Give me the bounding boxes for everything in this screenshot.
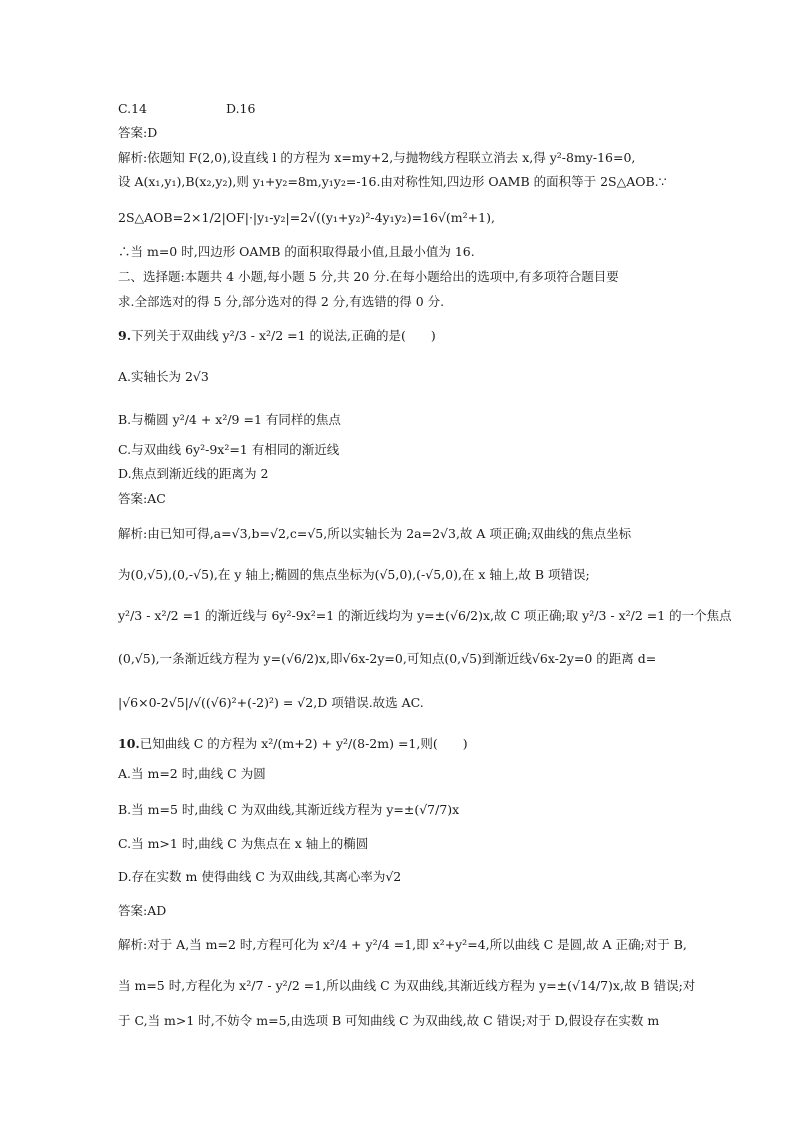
q10-option-b: B.当 m=5 时,曲线 C 为双曲线,其渐近线方程为 y=±(√7/7)x [118, 802, 460, 817]
q9-stem: 下列关于双曲线 y²/3 - x²/2 =1 的说法,正确的是( ) [131, 328, 436, 343]
prev-analysis-line-3: 2S△AOB=2×1/2|OF|·|y₁-y₂|=2√((y₁+y₂)²-4y₁y₂)=16√(m²+1), [118, 210, 495, 225]
q10-stem-row [118, 735, 698, 753]
option-d: D.16 [226, 101, 256, 116]
q9-analysis-line-3: y²/3 - x²/2 =1 的渐近线与 6y²-9x²=1 的渐近线均为 y=±(√6/2)x,故 C 项正确;取 y²/3 - x²/2 =1 的一个焦点 [118, 608, 732, 623]
q9-analysis-line-4: (0,√5),一条渐近线方程为 y=(√6/2)x,即√6x-2y=0,可知点(0,√5)到渐近线√6x-2y=0 的距离 d= [118, 651, 657, 666]
q10-option-a: A.当 m=2 时,曲线 C 为圆 [118, 766, 266, 781]
section-heading-line-2: 求.全部选对的得 5 分,部分选对的得 2 分,有选错的得 0 分. [118, 294, 445, 309]
q9-option-c: C.与双曲线 6y²-9x²=1 有相同的渐近线 [118, 442, 340, 457]
q9-answer: 答案:AC [118, 491, 166, 506]
q10-stem: 已知曲线 C 的方程为 x²/(m+2) + y²/(8-2m) =1,则( ) [139, 736, 468, 751]
q9-stem-row [118, 327, 698, 345]
q9-analysis-line-1: 解析:由已知可得,a=√3,b=√2,c=√5,所以实轴长为 2a=2√3,故 A 项正确;双曲线的焦点坐标 [118, 526, 632, 541]
option-c: C.14 [118, 101, 147, 116]
q10-option-c: C.当 m>1 时,曲线 C 为焦点在 x 轴上的椭圆 [118, 836, 369, 851]
section-heading-line-1: 二、选择题:本题共 4 小题,每小题 5 分,共 20 分.在每小题给出的选项中,有多项符合题目要 [118, 269, 619, 284]
q10-analysis-line-2: 当 m=5 时,方程化为 x²/7 - y²/2 =1,所以曲线 C 为双曲线,其渐近线方程为 y=±(√14/7)x,故 B 错误;对 [118, 978, 696, 993]
prev-analysis-line-4: ∴当 m=0 时,四边形 OAMB 的面积取得最小值,且最小值为 16. [118, 244, 475, 259]
prev-options-row [118, 100, 698, 118]
q9-option-b: B.与椭圆 y²/4 + x²/9 =1 有同样的焦点 [118, 412, 341, 427]
q9-analysis-line-2: 为(0,√5),(0,-√5),在 y 轴上;椭圆的焦点坐标为(√5,0),(-√5,0),在 x 轴上,故 B 项错误; [118, 567, 590, 582]
prev-analysis-line-2: 设 A(x₁,y₁),B(x₂,y₂),则 y₁+y₂=8m,y₁y₂=-16.由对称性知,四边形 OAMB 的面积等于 2S△AOB.∵ [118, 174, 667, 189]
q10-number: 10. [118, 736, 140, 751]
q9-number: 9. [118, 328, 132, 343]
q10-analysis-line-1: 解析:对于 A,当 m=2 时,方程可化为 x²/4 + y²/4 =1,即 x²+y²=4,所以曲线 C 是圆,故 A 正确;对于 B, [118, 937, 687, 952]
q9-option-d: D.焦点到渐近线的距离为 2 [118, 466, 269, 481]
prev-answer: 答案:D [118, 125, 158, 140]
q10-answer: 答案:AD [118, 903, 167, 918]
q10-analysis-line-3: 于 C,当 m>1 时,不妨令 m=5,由选项 B 可知曲线 C 为双曲线,故 C 错误;对于 D,假设存在实数 m [118, 1013, 660, 1028]
q10-option-d: D.存在实数 m 使得曲线 C 为双曲线,其离心率为√2 [118, 869, 402, 884]
q9-option-a: A.实轴长为 2√3 [118, 369, 209, 384]
q9-analysis-line-5: |√6×0-2√5|/√((√6)²+(-2)²) = √2,D 项错误.故选 AC. [118, 695, 424, 710]
prev-analysis-line-1: 解析:依题知 F(2,0),设直线 l 的方程为 x=my+2,与抛物线方程联立消去 x,得 y²-8my-16=0, [118, 150, 636, 165]
